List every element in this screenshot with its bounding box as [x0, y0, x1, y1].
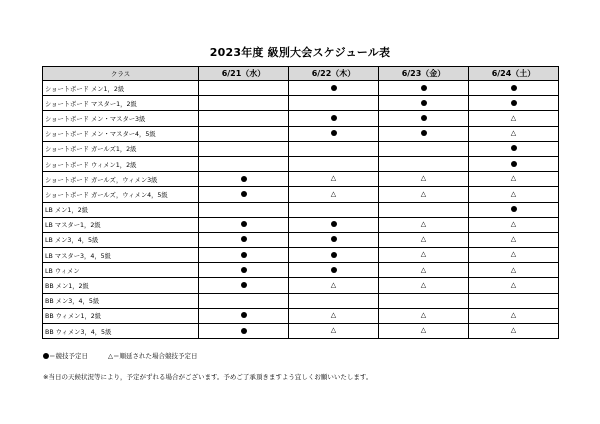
class-name-cell: ショートボード メン・マスター4，5級	[43, 126, 199, 141]
schedule-cell	[199, 141, 289, 156]
schedule-cell	[289, 126, 379, 141]
schedule-cell	[199, 232, 289, 247]
class-name-cell: ショートボード ウィメン1，2級	[43, 156, 199, 171]
schedule-cell	[289, 172, 379, 187]
schedule-cell	[469, 156, 559, 171]
triangle-mark: △	[420, 326, 427, 335]
table-row	[43, 308, 559, 323]
schedule-cell	[469, 81, 559, 96]
schedule-cell	[289, 263, 379, 278]
page-title: 2023年度 級別大会スケジュール表	[209, 46, 391, 59]
schedule-cell	[469, 141, 559, 156]
schedule-cell	[199, 217, 289, 232]
class-name-cell: LB マスター1，2級	[43, 217, 199, 232]
triangle-mark: △	[510, 189, 517, 198]
schedule-cell	[199, 278, 289, 293]
filled-circle-icon	[511, 145, 517, 151]
triangle-mark: △	[510, 128, 517, 137]
filled-circle-icon	[241, 236, 247, 242]
triangle-mark: △	[420, 220, 427, 229]
triangle-mark: △	[330, 280, 337, 289]
schedule-cell	[379, 232, 469, 247]
table-row	[43, 217, 559, 232]
schedule-cell	[199, 248, 289, 263]
schedule-cell	[199, 111, 289, 126]
table-row	[43, 126, 559, 141]
schedule-cell	[199, 293, 289, 308]
table-row	[43, 81, 559, 96]
schedule-cell	[379, 324, 469, 339]
filled-circle-icon	[511, 206, 517, 212]
schedule-cell	[199, 324, 289, 339]
schedule-cell	[379, 248, 469, 263]
schedule-cell	[469, 293, 559, 308]
class-name-cell: ショートボード メン1，2級	[43, 81, 199, 96]
schedule-cell	[469, 217, 559, 232]
class-name-cell: BB ウィメン1，2級	[43, 308, 199, 323]
class-name-cell: ショートボード ガールズ，ウィメン3級	[43, 172, 199, 187]
schedule-cell	[379, 126, 469, 141]
schedule-cell	[289, 202, 379, 217]
schedule-cell	[379, 96, 469, 111]
filled-circle-icon	[511, 161, 517, 167]
filled-circle-icon	[241, 328, 247, 334]
filled-circle-icon	[421, 85, 427, 91]
schedule-cell	[469, 111, 559, 126]
triangle-mark: △	[330, 174, 337, 183]
triangle-mark: △	[510, 311, 517, 320]
schedule-cell	[469, 187, 559, 202]
schedule-cell	[199, 172, 289, 187]
filled-circle-icon	[241, 252, 247, 258]
schedule-cell	[289, 248, 379, 263]
class-name-cell: ショートボード メン・マスター3級	[43, 111, 199, 126]
filled-circle-icon	[241, 312, 247, 318]
triangle-mark: △	[510, 220, 517, 229]
header-row	[43, 67, 559, 81]
legend-dot-label: ＝競技予定日	[49, 352, 88, 360]
schedule-cell	[469, 278, 559, 293]
schedule-cell	[379, 141, 469, 156]
schedule-cell	[289, 141, 379, 156]
schedule-cell	[379, 278, 469, 293]
table-row	[43, 202, 559, 217]
schedule-cell	[289, 81, 379, 96]
filled-circle-icon	[241, 221, 247, 227]
triangle-mark: △	[510, 113, 517, 122]
footnote: ※当日の天候状況等により，予定がずれる場合がございます。予めご了承頂きますよう宜しくお願いいたします。	[43, 373, 373, 381]
schedule-cell	[289, 187, 379, 202]
schedule-cell	[289, 111, 379, 126]
schedule-cell	[379, 172, 469, 187]
filled-circle-icon	[511, 85, 517, 91]
schedule-cell	[379, 293, 469, 308]
header-class: クラス	[43, 67, 199, 81]
schedule-cell	[379, 217, 469, 232]
filled-circle-icon	[241, 191, 247, 197]
class-name-cell: BB メン3，4，5級	[43, 293, 199, 308]
schedule-cell	[469, 248, 559, 263]
schedule-cell	[289, 217, 379, 232]
filled-circle-icon	[241, 176, 247, 182]
triangle-mark: △	[510, 235, 517, 244]
class-name-cell: LB マスター3，4，5級	[43, 248, 199, 263]
schedule-cell	[379, 187, 469, 202]
schedule-cell	[289, 156, 379, 171]
schedule-cell	[289, 308, 379, 323]
class-name-cell: ショートボード ガールズ1，2級	[43, 141, 199, 156]
table-row	[43, 324, 559, 339]
schedule-cell	[199, 187, 289, 202]
filled-circle-icon	[331, 85, 337, 91]
filled-circle-icon	[421, 100, 427, 106]
triangle-mark: △	[420, 280, 427, 289]
table-row	[43, 263, 559, 278]
filled-circle-icon	[331, 252, 337, 258]
class-name-cell: LB メン3，4，5級	[43, 232, 199, 247]
schedule-cell	[289, 96, 379, 111]
triangle-mark: △	[420, 311, 427, 320]
class-name-cell: ショートボード マスター1，2級	[43, 96, 199, 111]
triangle-mark: △	[420, 174, 427, 183]
filled-circle-icon	[331, 130, 337, 136]
filled-circle-icon	[241, 282, 247, 288]
triangle-mark: △	[330, 311, 337, 320]
triangle-mark: △	[420, 250, 427, 259]
triangle-mark: △	[420, 235, 427, 244]
schedule-cell	[469, 202, 559, 217]
schedule-cell	[289, 324, 379, 339]
legend	[43, 351, 198, 360]
schedule-cell	[469, 232, 559, 247]
triangle-mark: △	[510, 174, 517, 183]
filled-circle-icon	[421, 130, 427, 136]
class-name-cell: BB ウィメン3，4，5級	[43, 324, 199, 339]
schedule-cell	[199, 96, 289, 111]
filled-circle-icon	[511, 100, 517, 106]
filled-circle-icon	[241, 267, 247, 273]
header-date: 6/22（木）	[289, 67, 379, 81]
table-row	[43, 156, 559, 171]
schedule-cell	[199, 263, 289, 278]
class-name-cell: LB メン1，2級	[43, 202, 199, 217]
triangle-mark: △	[420, 189, 427, 198]
header-date: 6/23（金）	[379, 67, 469, 81]
schedule-table	[42, 66, 559, 339]
schedule-cell	[469, 172, 559, 187]
schedule-cell	[199, 308, 289, 323]
table-row	[43, 141, 559, 156]
schedule-cell	[199, 81, 289, 96]
schedule-cell	[379, 81, 469, 96]
header-date: 6/24（土）	[469, 67, 559, 81]
class-name-cell: ショートボード ガールズ，ウィメン4，5級	[43, 187, 199, 202]
table-row	[43, 187, 559, 202]
filled-circle-icon	[331, 267, 337, 273]
filled-circle-icon	[331, 221, 337, 227]
filled-circle-icon	[331, 115, 337, 121]
triangle-mark: △	[510, 326, 517, 335]
triangle-mark: △	[330, 326, 337, 335]
table-row	[43, 111, 559, 126]
table-row	[43, 172, 559, 187]
class-name-cell: BB メン1，2級	[43, 278, 199, 293]
schedule-cell	[199, 156, 289, 171]
schedule-cell	[469, 324, 559, 339]
schedule-cell	[469, 126, 559, 141]
triangle-mark: △	[420, 265, 427, 274]
triangle-mark: △	[510, 265, 517, 274]
schedule-cell	[469, 263, 559, 278]
schedule-cell	[289, 278, 379, 293]
triangle-mark: △	[510, 250, 517, 259]
filled-circle-icon	[421, 115, 427, 121]
schedule-cell	[199, 126, 289, 141]
table-row	[43, 248, 559, 263]
schedule-cell	[379, 202, 469, 217]
legend-triangle-label: △＝順延された場合競技予定日	[108, 352, 198, 360]
schedule-cell	[379, 263, 469, 278]
schedule-cell	[289, 293, 379, 308]
triangle-mark: △	[330, 189, 337, 198]
schedule-cell	[379, 156, 469, 171]
filled-circle-icon	[331, 236, 337, 242]
schedule-cell	[199, 202, 289, 217]
table-row	[43, 293, 559, 308]
schedule-cell	[469, 308, 559, 323]
schedule-cell	[379, 308, 469, 323]
header-date: 6/21（水）	[199, 67, 289, 81]
table-row	[43, 96, 559, 111]
class-name-cell: LB ウィメン	[43, 263, 199, 278]
triangle-mark: △	[510, 280, 517, 289]
table-row	[43, 278, 559, 293]
schedule-cell	[379, 111, 469, 126]
table-row	[43, 232, 559, 247]
schedule-cell	[469, 96, 559, 111]
schedule-cell	[289, 232, 379, 247]
